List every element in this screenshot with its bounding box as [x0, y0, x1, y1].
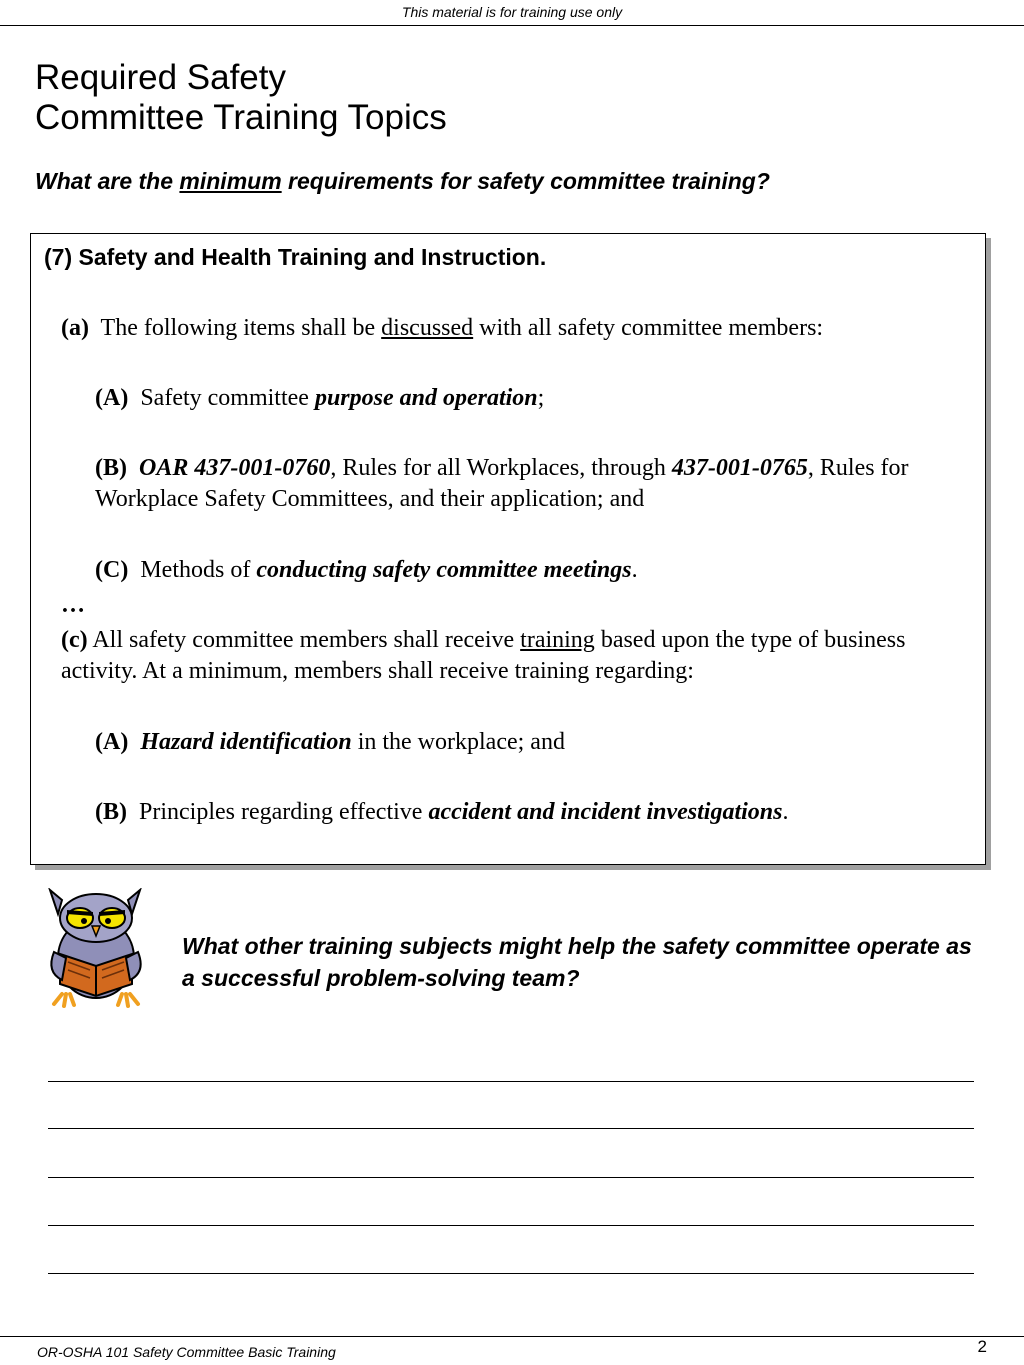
question-text-before: What are the: [35, 168, 180, 194]
section-question: [35, 168, 770, 195]
rule-text: , Rules for all Workplaces, through: [330, 455, 672, 481]
rule-emphasis: conducting safety committee meetings: [256, 557, 632, 583]
question-underlined-word: minimum: [179, 168, 282, 194]
rule-item-c-B: [95, 797, 975, 828]
rule-item-a-C: [95, 555, 975, 586]
page-title-line-1: Required Safety: [35, 58, 286, 97]
rule-heading: (7) Safety and Health Training and Instruction.: [44, 244, 547, 270]
rule-emphasis: purpose and operation: [314, 385, 538, 411]
rule-ellipsis: …: [61, 592, 85, 618]
rule-emphasis: accident and incident investigations: [428, 799, 783, 825]
rule-excerpt-box: [30, 233, 986, 865]
page-number: 2: [977, 1337, 987, 1356]
rule-marker: (B): [95, 455, 127, 481]
rule-text: Safety committee: [128, 385, 315, 411]
rule-text: ;: [537, 385, 545, 411]
question-text-after: requirements for safety committee training?: [281, 168, 770, 194]
rule-text: in the workplace; and: [351, 729, 565, 755]
rule-item-c: [61, 625, 961, 687]
answer-line[interactable]: [48, 1128, 974, 1129]
rule-text: Methods of: [128, 557, 257, 583]
rule-marker: (B): [95, 799, 127, 825]
rule-marker: (c): [61, 627, 88, 653]
rule-text: with all safety committee members:: [473, 315, 824, 341]
rule-text: All safety committee members shall receive: [87, 627, 521, 653]
rule-underlined-word: training: [520, 627, 595, 653]
header-note: This material is for training use only: [401, 4, 623, 20]
rule-marker: (C): [95, 557, 129, 583]
rule-marker: (A): [95, 385, 129, 411]
rule-text: based upon the type of business activity. At a minimum, members shall receive training regarding:: [61, 627, 906, 684]
rule-text: , Rules for Workplace Safety Committees, and their application; and: [95, 455, 909, 512]
answer-line[interactable]: [48, 1273, 974, 1274]
rule-emphasis: Hazard identification: [140, 729, 352, 755]
rule-item-c-A: [95, 727, 975, 758]
rule-text: The following items shall be: [88, 315, 382, 341]
rule-item-a: [61, 313, 961, 344]
header-divider: [0, 25, 1024, 26]
rule-emphasis: OAR 437-001-0760: [139, 455, 331, 481]
answer-line[interactable]: [48, 1177, 974, 1178]
rule-marker: (A): [95, 729, 129, 755]
rule-item-a-B: [95, 453, 975, 515]
rule-marker: (a): [61, 315, 89, 341]
answer-line[interactable]: [48, 1081, 974, 1082]
page-title-line-2: Committee Training Topics: [35, 98, 447, 137]
footer-divider: [0, 1336, 1024, 1337]
rule-text: .: [782, 799, 789, 825]
rule-underlined-word: discussed: [381, 315, 474, 341]
page-title: [35, 58, 447, 138]
rule-item-a-A: [95, 383, 975, 414]
rule-text: Principles regarding effective: [127, 799, 429, 825]
footer-course-title: OR-OSHA 101 Safety Committee Basic Training: [37, 1344, 336, 1360]
rule-emphasis: 437-001-0765: [671, 455, 808, 481]
rule-text: .: [631, 557, 638, 583]
answer-line[interactable]: [48, 1225, 974, 1226]
owl-reading-book-icon: [40, 888, 152, 1008]
discussion-question: What other training subjects might help the safety committee operate as a successful problem-solving team?: [182, 933, 972, 991]
